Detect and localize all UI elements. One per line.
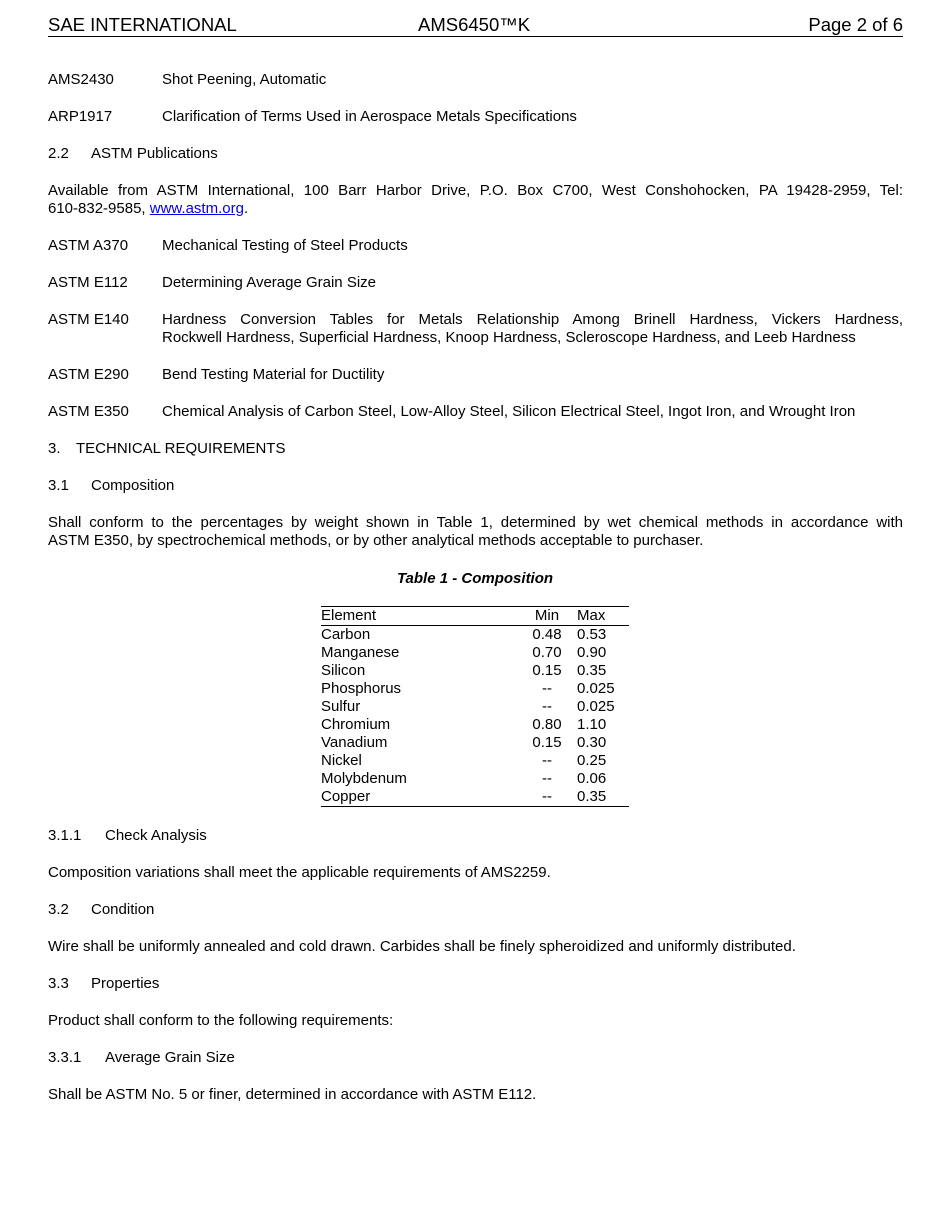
ref-title-line: Rockwell Hardness, Superficial Hardness, Knoop Hardness, Scleroscope Hardness, and Leeb Hardness (162, 329, 856, 346)
section-number: 3.3 (48, 975, 69, 992)
section-title: ASTM Publications (91, 145, 218, 162)
ref-title: Chemical Analysis of Carbon Steel, Low-Alloy Steel, Silicon Electrical Steel, Ingot Iron, and Wrought Iron (162, 403, 856, 420)
ref-title: Determining Average Grain Size (162, 274, 376, 291)
ref-title-line: Hardness Conversion Tables for Metals Relationship Among Brinell Hardness, Vickers Hardness, (162, 311, 903, 328)
table-row (321, 698, 629, 716)
column-header-min: Min (517, 607, 577, 626)
cell-element: Sulfur (321, 698, 361, 715)
section-title: TECHNICAL REQUIREMENTS (76, 440, 286, 457)
condition-text: Wire shall be uniformly annealed and cold drawn. Carbides shall be finely spheroidized and uniformly distributed. (48, 938, 796, 955)
cell-max: 0.90 (577, 644, 607, 661)
section-number: 2.2 (48, 145, 69, 162)
cell-min: -- (542, 788, 552, 805)
header-org: SAE INTERNATIONAL (48, 14, 237, 35)
section-heading-3 (48, 440, 285, 458)
cell-max: 0.025 (577, 680, 615, 697)
cell-min: -- (542, 770, 552, 787)
paragraph-line (48, 200, 903, 218)
cell-min: 0.70 (532, 644, 562, 661)
section-heading-3-1-1 (48, 827, 207, 845)
section-title: Composition (91, 477, 175, 494)
cell-min: -- (542, 680, 552, 697)
grain-size-text: Shall be ASTM No. 5 or finer, determined in accordance with ASTM E112. (48, 1086, 537, 1103)
cell-max: 0.25 (577, 752, 607, 769)
table-row (321, 752, 629, 770)
header-doc-number: AMS6450™K (418, 14, 531, 35)
cell-min: 0.80 (532, 716, 562, 733)
table-row (321, 662, 629, 680)
column-header-max: Max (577, 607, 629, 626)
paragraph-line: Available from ASTM International, 100 Barr Harbor Drive, P.O. Box C700, West Conshohocken, PA 19428-2959, Tel: (48, 182, 903, 199)
ref-code: ASTM E350 (48, 403, 129, 420)
cell-element: Silicon (321, 662, 366, 679)
cell-min: 0.15 (532, 662, 562, 679)
cell-min: -- (542, 752, 552, 769)
ref-code: ASTM E140 (48, 311, 129, 328)
table-row (321, 788, 629, 807)
ref-title: Clarification of Terms Used in Aerospace Metals Specifications (162, 108, 577, 125)
section-heading-3-3 (48, 975, 159, 993)
composition-table (321, 606, 629, 807)
ref-code: ASTM A370 (48, 237, 129, 254)
ref-code: ASTM E112 (48, 274, 128, 291)
cell-max: 0.35 (577, 788, 607, 805)
astm-website-link[interactable]: www.astm.org (149, 200, 244, 217)
cell-element: Phosphorus (321, 680, 402, 697)
cell-element: Manganese (321, 644, 400, 661)
section-heading-3-3-1 (48, 1049, 235, 1067)
cell-element: Chromium (321, 716, 391, 733)
astm-availability-paragraph (48, 182, 903, 218)
section-number: 3.1 (48, 477, 69, 494)
section-title: Check Analysis (105, 827, 207, 844)
ref-code: AMS2430 (48, 71, 114, 88)
cell-max: 0.53 (577, 626, 607, 643)
cell-max: 0.06 (577, 770, 607, 787)
cell-element: Carbon (321, 626, 371, 643)
section-title: Average Grain Size (105, 1049, 235, 1066)
table-row (321, 644, 629, 662)
ref-code: ARP1917 (48, 108, 113, 125)
ref-title: Mechanical Testing of Steel Products (162, 237, 408, 254)
cell-element: Molybdenum (321, 770, 407, 787)
table-row (321, 626, 629, 645)
cell-max: 0.35 (577, 662, 607, 679)
section-title: Properties (91, 975, 160, 992)
table-row (321, 770, 629, 788)
cell-element: Vanadium (321, 734, 388, 751)
cell-min: 0.15 (532, 734, 562, 751)
cell-max: 1.10 (577, 716, 607, 733)
paragraph-line: Shall conform to the percentages by weight shown in Table 1, determined by wet chemical methods in accordance with (48, 514, 903, 531)
section-number: 3.2 (48, 901, 69, 918)
table-row (321, 734, 629, 752)
ref-title (162, 311, 903, 347)
ref-code: ASTM E290 (48, 366, 129, 383)
table-row (321, 716, 629, 734)
section-title: Condition (91, 901, 155, 918)
section-heading-2-2 (48, 145, 218, 163)
table-row (321, 680, 629, 698)
cell-min: -- (542, 698, 552, 715)
table-caption: Table 1 - Composition (396, 570, 554, 587)
properties-text: Product shall conform to the following requirements: (48, 1012, 394, 1029)
ref-title: Bend Testing Material for Ductility (162, 366, 385, 383)
section-number: 3. (48, 440, 61, 457)
ref-title: Shot Peening, Automatic (162, 71, 327, 88)
cell-min: 0.48 (532, 626, 562, 643)
cell-max: 0.025 (577, 698, 615, 715)
section-number: 3.3.1 (48, 1049, 82, 1066)
page-header (48, 14, 903, 37)
section-heading-3-2 (48, 901, 154, 919)
table-header-row (321, 607, 629, 626)
composition-paragraph (48, 514, 903, 550)
header-page-number: Page 2 of 6 (808, 14, 903, 35)
check-analysis-text: Composition variations shall meet the applicable requirements of AMS2259. (48, 864, 551, 881)
cell-max: 0.30 (577, 734, 607, 751)
phone-text: 610-832-9585, (48, 200, 150, 217)
cell-element: Copper (321, 788, 371, 805)
column-header-element: Element (321, 607, 517, 626)
section-number: 3.1.1 (48, 827, 82, 844)
punctuation: . (243, 200, 249, 217)
cell-element: Nickel (321, 752, 362, 769)
section-heading-3-1 (48, 477, 174, 495)
paragraph-line: ASTM E350, by spectrochemical methods, or by other analytical methods acceptable to purchaser. (48, 532, 704, 549)
